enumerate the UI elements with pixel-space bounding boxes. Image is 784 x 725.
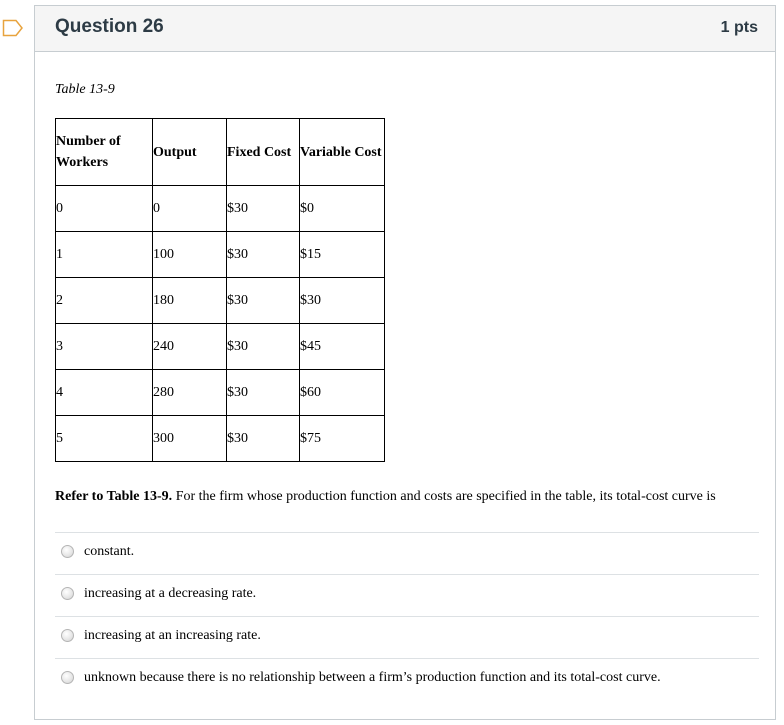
table-cell: 100 — [153, 232, 227, 278]
table-cell: 300 — [153, 416, 227, 462]
answer-list — [55, 532, 759, 700]
table-cell: 280 — [153, 370, 227, 416]
table-cell: $60 — [300, 370, 385, 416]
data-table — [55, 118, 385, 462]
header-workers: Number of Workers — [56, 119, 153, 186]
header-fixed-cost: Fixed Cost — [227, 119, 300, 186]
table-cell: $75 — [300, 416, 385, 462]
table-cell: 0 — [153, 186, 227, 232]
bookmark-flag-icon[interactable] — [2, 19, 24, 37]
question-panel — [34, 5, 776, 720]
table-cell: $30 — [227, 278, 300, 324]
answer-option-4[interactable] — [55, 658, 759, 700]
table-cell: $30 — [227, 232, 300, 278]
table-row — [56, 416, 385, 462]
prompt-table-reference: Refer to Table 13-9. — [55, 489, 173, 504]
radio-button[interactable] — [61, 587, 74, 600]
answer-option-3[interactable] — [55, 616, 759, 658]
table-cell: 180 — [153, 278, 227, 324]
table-row — [56, 186, 385, 232]
header-output: Output — [153, 119, 227, 186]
question-header — [35, 6, 775, 52]
table-cell: 1 — [56, 232, 153, 278]
radio-button[interactable] — [61, 545, 74, 558]
table-cell: $30 — [227, 186, 300, 232]
question-title: Question 26 — [55, 16, 164, 37]
table-row — [56, 324, 385, 370]
radio-button[interactable] — [61, 671, 74, 684]
answer-label: constant. — [84, 544, 135, 559]
table-row — [56, 370, 385, 416]
table-row — [56, 232, 385, 278]
table-cell: $15 — [300, 232, 385, 278]
radio-button[interactable] — [61, 629, 74, 642]
question-content — [55, 82, 757, 507]
question-prompt — [55, 487, 757, 507]
table-cell: $30 — [227, 324, 300, 370]
answer-label: unknown because there is no relationship between a firm’s production function and its total-cost curve. — [84, 670, 661, 685]
answer-option-1[interactable] — [55, 532, 759, 574]
answer-option-2[interactable] — [55, 574, 759, 616]
table-cell: $45 — [300, 324, 385, 370]
table-cell: 5 — [56, 416, 153, 462]
table-cell: $0 — [300, 186, 385, 232]
table-cell: 2 — [56, 278, 153, 324]
table-cell: 3 — [56, 324, 153, 370]
table-cell: $30 — [227, 370, 300, 416]
table-cell: $30 — [300, 278, 385, 324]
table-cell: 240 — [153, 324, 227, 370]
prompt-text: For the firm whose production function and costs are specified in the table, its total-cost curve is — [172, 489, 716, 504]
question-points: 1 pts — [720, 19, 758, 36]
answer-label: increasing at an increasing rate. — [84, 628, 261, 643]
table-row — [56, 278, 385, 324]
header-variable-cost: Variable Cost — [300, 119, 385, 186]
table-cell: $30 — [227, 416, 300, 462]
table-header-row — [56, 119, 385, 186]
table-cell: 0 — [56, 186, 153, 232]
table-caption: Table 13-9 — [55, 82, 115, 97]
table-cell: 4 — [56, 370, 153, 416]
answer-label: increasing at a decreasing rate. — [84, 586, 257, 601]
